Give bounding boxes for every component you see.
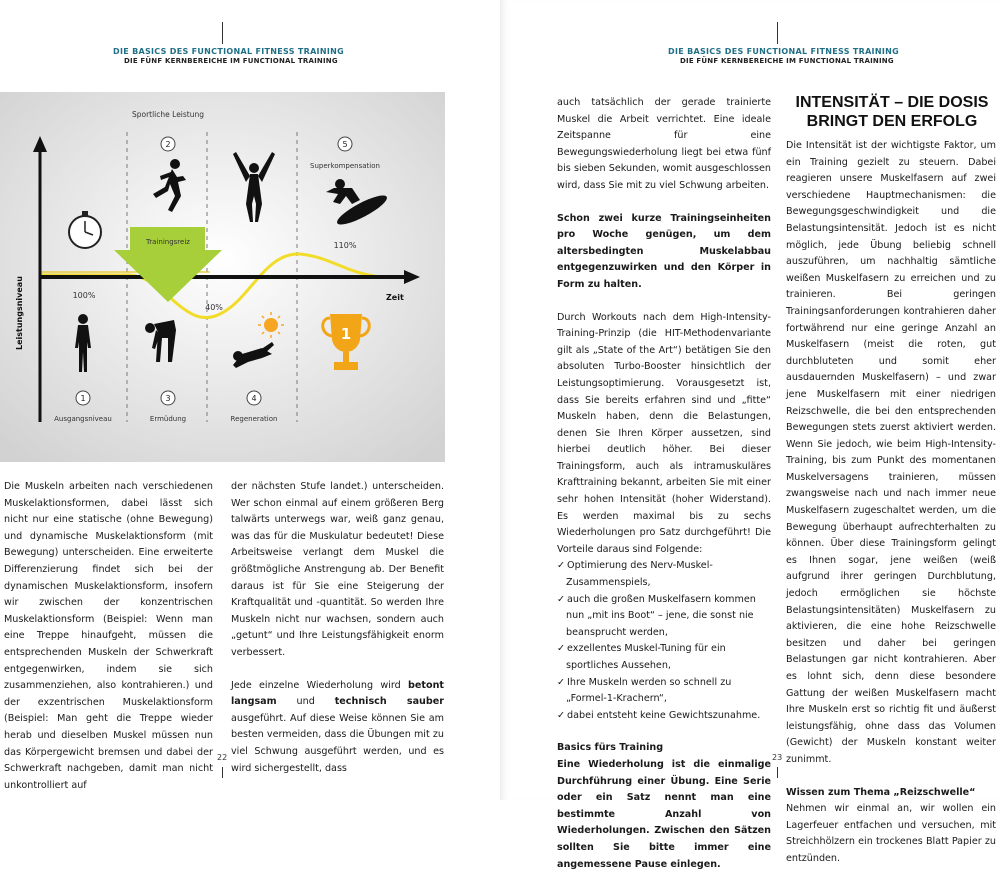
pct-100: 100% <box>72 291 96 300</box>
bold-callout: Schon zwei kurze Trainingseinheiten pro Woche genügen, um dem altersbedingten Muskelabbau entgegenzuwirken und den Körper in Form zu halten. <box>557 212 771 290</box>
paragraph: Die Muskeln arbeiten nach verschiedenen Muskelaktionsformen, dabei lässt sich nicht nur eine statische (ohne Bewegung) und dynamische Muskelaktionsform (mit Bewegung) unterscheiden. Eine erweiterte Differenzierung findet sich bei der dynamischen Muskelaktionsform, insofern wir zwischen der konzentrischen Muskelaktionsform (Beispiel: Wenn man eine Treppe hinaufgeht, müssen die entsprechenden Muskeln der Schwerkraft entgegenwirken, indem sie sich zusammenziehen, also kontrahieren.) und der exzentrischen Muskelaktionsform (Beispiel: Man geht die Treppe wieder herab und dieselben Muskel müssen nun das Körpergewicht bremsen und dabei der Schwerkraft nachgeben, damit man nicht unkontrolliert auf <box>4 481 213 791</box>
paragraph: Nehmen wir einmal an, wir wollen ein Lagerfeuer entfachen und versuchen, mit Streichhölzern ein trockenes Blatt Papier zu entzünden. <box>786 803 996 864</box>
list-item: ✓ exzellentes Muskel-Tuning für ein sportliches Aussehen, <box>557 641 771 674</box>
paragraph: Die Intensität ist der wichtigste Faktor, um ein Training gezielt zu steuern. Dabei reagieren unsere Muskelfasern auf zwei verschiedene Hauptmechanismen: die Bewegungsgeschwindigkeit und die Belastungsintensität. Jedoch ist es nicht möglich, jede Übung beliebig schnell auszuführen, um nachhaltig sämtliche weißen Muskelfasern zu erreichen und zu trainieren. Bei geringen Trainingsanforderungen kontrahieren daher fortwährend nur eine geringe Anzahl an Muskelfasern (meist die roten, gut durchbluteten und somit eher ausdauernden Muskelfasern) – und zwar jene Muskelfasern mit einer niedrigen Reizschwelle, die bei den entsprechenden Bewegungen stets zuerst aktiviert werden. Wenn Sie jedoch, wie beim High-Intensity-Training, bis zum Punkt des momentanen Muskelversagens trainieren, müssen zwangsweise nach und nach immer neue Muskelfasern zugeschaltet werden, um die Bewegung überhaupt aufrechterhalten zu können. Über diese Trainingsform gelingt es Ihnen sogar, jene weißen (weiß aufgrund ihrer geringen Durchblutung, jedoch ermöglichen sie höchste Belastungsintensitäten) Muskelfasern zu aktivieren, die eine hohe Reizschwelle besitzen und daher bei geringen Belastungen gar nicht kontrahieren. Aber es lohnt sich, denn diese besondere Gattung der weißen Muskelfasern macht Ihre Muskeln erst so richtig fit und äußerst leistungsfähig, ohne dass das Volumen (Gewicht) der Muskeln konstant weiter zunimmt. <box>786 140 996 765</box>
right-page-column-2 <box>786 138 996 884</box>
step-5 <box>338 137 352 151</box>
step-4 <box>247 391 261 405</box>
x-axis-label: Zeit <box>386 293 404 302</box>
running-header-subtitle: DIE FÜNF KERNBEREICHE IM FUNCTIONAL TRAINING <box>124 57 338 65</box>
step-2 <box>161 137 175 151</box>
trophy-number: 1 <box>340 325 352 343</box>
section-heading-line-1: INTENSITÄT – DIE DOSIS <box>795 94 989 111</box>
basics-heading: Basics fürs Training <box>557 742 664 754</box>
reizschwelle-heading: Wissen zum Thema „Reizschwelle“ <box>786 786 976 798</box>
right-page-column-1 <box>557 95 771 873</box>
paragraph: Durch Workouts nach dem High-Intensity-Training-Prinzip (die HIT-Methodenvariante gilt als „State of the Art“) betätigen Sie den absoluten Turbo-Booster hinsichtlich der Leistungsoptimierung. Vorausgesetzt ist, dass Sie bereits erfahren sind und „fitte“ Muskeln haben, denn die Belastungen, denen Sie Ihren Körper aussetzen, sind hierbei deutlich höher. Bei dieser Trainingsform, auch als intramuskuläres Krafttraining bekannt, arbeiten Sie mit einer sehr hohen Intensität (hoher Widerstand). Es werden maximal bis zu sechs Wiederholungen pro Satz durchgeführt! Die Vorteile daraus sind Folgende: <box>557 311 771 555</box>
benefits-list <box>557 558 771 724</box>
label-ausgangsniveau: Ausgangsniveau <box>54 415 112 423</box>
right-page <box>500 0 1000 870</box>
left-page <box>0 0 500 800</box>
running-header-subtitle: DIE FÜNF KERNBEREICHE IM FUNCTIONAL TRAINING <box>680 57 894 65</box>
text-run: Jede einzelne Wiederholung wird <box>231 679 409 691</box>
y-axis-label: Leistungsniveau <box>15 276 24 350</box>
step-5-number: 5 <box>342 140 348 149</box>
header-divider-line <box>222 22 223 44</box>
left-page-column-1 <box>4 479 213 810</box>
emphasis-technisch-sauber: technisch sauber <box>334 696 444 708</box>
label-sportliche-leistung: Sportliche Leistung <box>131 110 205 119</box>
step-3-number: 3 <box>165 394 171 403</box>
label-trainingsreiz: Trainingsreiz <box>146 238 190 246</box>
section-heading <box>788 93 996 131</box>
label-ermuedung: Ermüdung <box>149 415 187 423</box>
section-heading-line-2: BRINGT DEN ERFOLG <box>806 113 978 130</box>
step-1 <box>76 391 90 405</box>
footer-divider-line <box>777 767 778 778</box>
header-divider-line <box>777 22 778 44</box>
step-4-number: 4 <box>251 394 257 403</box>
list-item: ✓ dabei entsteht keine Gewichtszunahme. <box>557 708 771 725</box>
label-superkompensation: Superkompensation <box>310 162 380 170</box>
left-page-column-2 <box>231 479 444 793</box>
page-number: 22 <box>217 753 228 762</box>
pct-110: 110% <box>333 241 357 250</box>
paragraph: der nächsten Stufe landet.) unterscheiden. Wer schon einmal auf einem größeren Berg talwärts unterwegs war, weiß ganz genau, was das für die Muskulatur bedeutet! Diese Arbeitsweise verlangt dem Muskel die größtmögliche Anstrengung ab. Der Benefit daraus ist für Sie eine Steigerung der Kraftqualität und -quantität. So werden Ihre Muskeln nicht nur wachsen, sondern auch „getunt“ und Ihre Leistungsfähigkeit enorm verbessert. <box>231 481 444 658</box>
list-item: ✓ Optimierung des Nerv-Muskel-Zusammenspiels, <box>557 558 771 591</box>
label-regeneration: Regeneration <box>230 415 278 423</box>
basics-text: Eine Wiederholung ist die einmalige Durchführung einer Übung. Eine Serie oder ein Satz nennt man eine bestimmte Anzahl von Wiederholungen. Zwischen den Sätzen sollten Sie bitte immer eine angemessene Pause einlegen. <box>557 758 771 870</box>
list-item: ✓ auch die großen Muskelfasern kommen nun „mit ins Boot“ – jene, die sonst nie beansprucht werden, <box>557 592 771 642</box>
supercompensation-figure <box>0 92 445 462</box>
step-2-number: 2 <box>165 140 171 149</box>
running-header-title: DIE BASICS DES FUNCTIONAL FITNESS TRAINING <box>113 47 344 56</box>
footer-divider-line <box>222 767 223 778</box>
step-3 <box>161 391 175 405</box>
running-header-title: DIE BASICS DES FUNCTIONAL FITNESS TRAINING <box>668 47 899 56</box>
paragraph: auch tatsächlich der gerade trainierte Muskel die Arbeit verrichtet. Eine ideale Zeitspanne für eine Bewegungswiederholung liegt bei etwa fünf bis sieben Sekunden, womit ausgeschlossen wird, dass Sie mit zu viel Schwung arbeiten. <box>557 97 771 191</box>
list-item: ✓ Ihre Muskeln werden so schnell zu „Formel-1-Krachern“, <box>557 675 771 708</box>
text-run: und <box>276 696 335 708</box>
text-run: ausgeführt. Auf diese Weise können Sie am besten vermeiden, dass die Übungen mit zu viel Schwung ausgeführt werden, und es wird sichergestellt, dass <box>231 712 444 774</box>
pct-40: 40% <box>205 303 223 312</box>
paragraph-with-emphasis <box>231 678 444 778</box>
step-1-number: 1 <box>80 394 86 403</box>
page-number: 23 <box>772 753 783 762</box>
emphasis-betont-langsam: betont langsam <box>231 679 444 708</box>
